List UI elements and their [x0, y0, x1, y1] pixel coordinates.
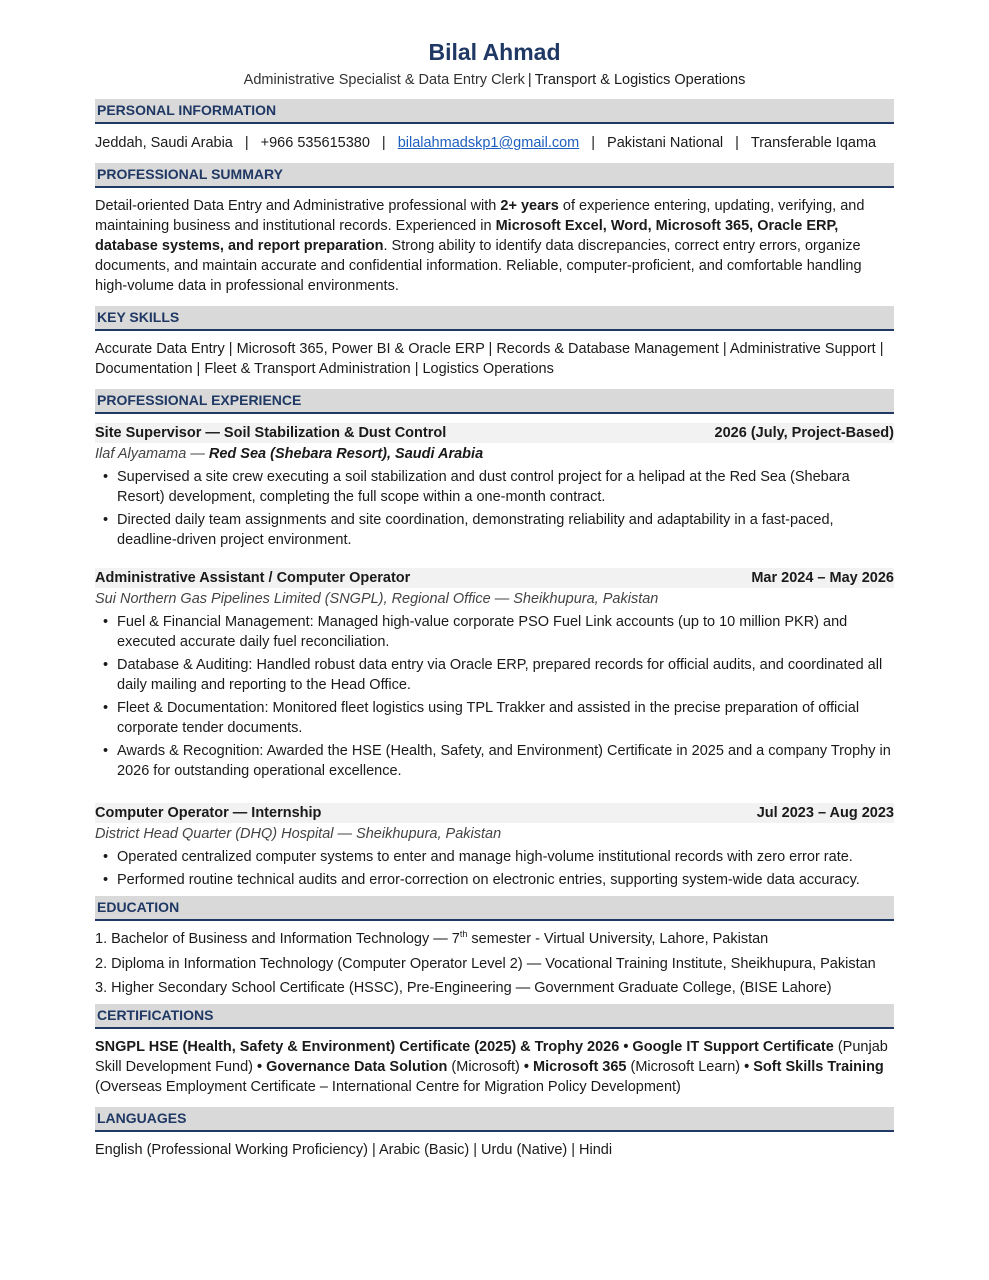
cert-issuer: (Microsoft Learn) [626, 1059, 745, 1075]
job-header [95, 568, 894, 588]
experience-section [95, 389, 894, 890]
job-header [95, 423, 894, 443]
job-company-location: Red Sea (Shebara Resort), Saudi Arabia [208, 446, 484, 462]
job-bullet: • Database & Auditing: Handled robust data entry via Oracle ERP, prepared records for official audits, and coordinated all daily mailing and reporting to the Head Office. [117, 655, 894, 695]
cert-name: SNGPL HSE (Health, Safety & Environment) Certificate (2025) & Trophy 2026 • Google IT Support Certificate [95, 1039, 834, 1055]
job-company [95, 444, 894, 464]
job-company-name: Ilaf Alyamama — [95, 446, 209, 462]
education-text: 1. Bachelor of Business and Information Technology — 7 [95, 931, 460, 947]
job-date: Mar 2024 – May 2026 [751, 570, 894, 586]
certifications-section [95, 1004, 894, 1097]
certifications-heading: CERTIFICATIONS [95, 1004, 894, 1029]
job-title: Computer Operator — Internship [95, 805, 322, 821]
summary-highlight-tools: Microsoft Excel, Word, Microsoft 365, Oracle ERP, database systems, and report preparation [95, 218, 839, 254]
contact-pipe: | [381, 135, 386, 151]
education-section [95, 896, 894, 998]
resume-content [95, 38, 894, 1160]
education-item [95, 929, 894, 949]
summary-paragraph [95, 188, 894, 296]
summary-highlight-years: 2+ years [500, 198, 559, 214]
headline-specialty: Transport & Logistics Operations [534, 72, 746, 88]
languages-heading: LANGUAGES [95, 1107, 894, 1132]
contact-pipe: | [591, 135, 596, 151]
contact-location: Jeddah, Saudi Arabia [95, 135, 233, 151]
skills-text: Accurate Data Entry | Microsoft 365, Power BI & Oracle ERP | Records & Database Management | Administrative Support | Documentation | Fleet & Transport Administration | Logistics Operations [95, 341, 884, 377]
education-superscript: th [459, 929, 468, 940]
job-company: Sui Northern Gas Pipelines Limited (SNGPL), Regional Office — Sheikhupura, Pakistan [95, 591, 659, 607]
cert-name: • Soft Skills Training [744, 1059, 884, 1075]
candidate-headline [95, 71, 894, 89]
contact-line [95, 133, 894, 153]
cert-issuer: (Microsoft) [447, 1059, 524, 1075]
contact-pipe: | [735, 135, 739, 151]
contact-nationality: Pakistani National [607, 135, 724, 151]
cert-issuer: (Overseas Employment Certificate – International Centre for Migration Policy Development) [95, 1079, 681, 1095]
personal-heading: PERSONAL INFORMATION [95, 99, 894, 124]
contact-phone: +966 535615380 [260, 135, 370, 151]
cert-name: • Governance Data Solution [257, 1059, 448, 1075]
headline-title: Administrative Specialist & Data Entry Clerk [243, 72, 525, 88]
job-date: Jul 2023 – Aug 2023 [756, 805, 894, 821]
skills-section [95, 306, 894, 379]
job-bullets [95, 612, 894, 781]
summary-heading: PROFESSIONAL SUMMARY [95, 163, 894, 188]
certifications-paragraph [95, 1029, 894, 1097]
job-title: Site Supervisor — Soil Stabilization & Dust Control [95, 425, 447, 441]
contact-iqama: Transferable Iqama [750, 135, 877, 151]
job-entry [95, 803, 894, 890]
job-bullet: • Directed daily team assignments and site coordination, demonstrating reliability and adaptability in a fast-paced, deadline-driven project environment. [117, 510, 894, 550]
contact-pipe: | [244, 135, 249, 151]
languages-text: English (Professional Working Proficiency) | Arabic (Basic) | Urdu (Native) | Hindi [95, 1142, 613, 1158]
job-bullet: • Awards & Recognition: Awarded the HSE (Health, Safety, and Environment) Certificate in 2025 and a company Trophy in 2026 for outstanding operational excellence. [117, 741, 894, 781]
job-title: Administrative Assistant / Computer Operator [95, 570, 411, 586]
job-bullets [95, 847, 894, 890]
education-item: 2. Diploma in Information Technology (Computer Operator Level 2) — Vocational Training Institute, Sheikhupura, Pakistan [95, 955, 876, 972]
skills-heading: KEY SKILLS [95, 306, 894, 331]
job-bullet: • Fuel & Financial Management: Managed high-value corporate PSO Fuel Link accounts (up to 10 million PKR) and executed accurate daily fuel reconciliation. [117, 612, 894, 652]
experience-body [95, 414, 894, 890]
job-company: District Head Quarter (DHQ) Hospital — Sheikhupura, Pakistan [95, 826, 502, 842]
summary-text: Detail-oriented Data Entry and Administrative professional with [95, 198, 501, 214]
languages-section [95, 1107, 894, 1160]
job-date: 2026 (July, Project-Based) [714, 425, 894, 441]
contact-email-link[interactable]: bilalahmadskp1@gmail.com [397, 135, 580, 151]
experience-heading: PROFESSIONAL EXPERIENCE [95, 389, 894, 414]
education-heading: EDUCATION [95, 896, 894, 921]
job-bullet: • Performed routine technical audits and error-correction on electronic entries, supporting system-wide data accuracy. [117, 870, 894, 890]
job-entry [95, 423, 894, 550]
job-bullets [95, 467, 894, 550]
education-body [95, 921, 894, 998]
candidate-name: Bilal Ahmad [428, 39, 561, 65]
job-header [95, 803, 894, 823]
job-bullet: • Operated centralized computer systems to enter and manage high-volume institutional records with zero error rate. [117, 847, 894, 867]
education-item: 3. Higher Secondary School Certificate (HSSC), Pre-Engineering — Government Graduate College, (BISE Lahore) [95, 980, 832, 996]
job-bullet: • Fleet & Documentation: Monitored fleet logistics using TPL Trakker and assisted in the precise preparation of official corporate tender documents. [117, 698, 894, 738]
job-bullet: • Supervised a site crew executing a soil stabilization and dust control project for a helipad at the Red Sea (Shebara Resort) development, completing the full scope within a one-month contract. [117, 467, 894, 507]
summary-section [95, 163, 894, 296]
job-entry [95, 568, 894, 781]
personal-section [95, 99, 894, 153]
cert-issuer: (Punjab Skill Development Fund) [95, 1039, 888, 1075]
education-text: semester - Virtual University, Lahore, Pakistan [467, 931, 769, 947]
summary-text: of experience entering, updating, verifying, and maintaining business and institutional records. Experienced in [95, 198, 865, 234]
summary-text: . Strong ability to identify data discrepancies, correct entry errors, organize documents, and maintain accurate and confidential information. Reliable, computer-proficient, and comfortable handling high-volume data in professional environments. [95, 238, 862, 294]
personal-body [95, 124, 894, 153]
cert-name: • Microsoft 365 [523, 1059, 627, 1075]
headline-separator: | [527, 72, 532, 88]
